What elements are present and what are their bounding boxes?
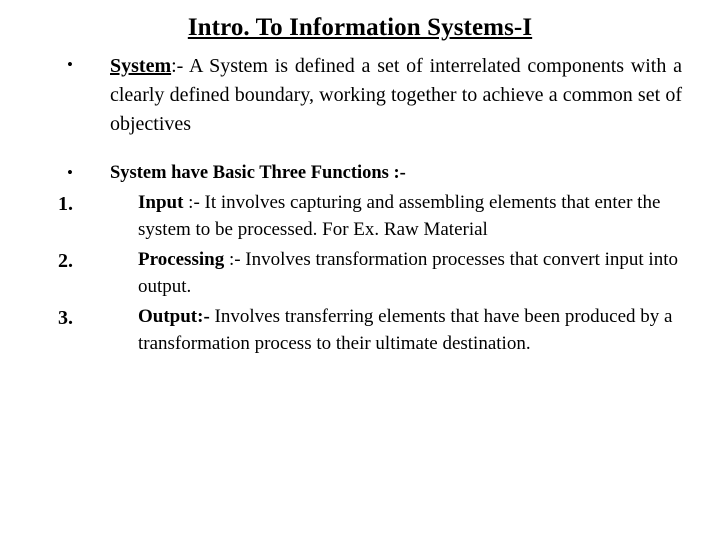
slide-body bbox=[30, 52, 690, 358]
list-item-body: :- It involves capturing and assembling elements that enter the system to be processed. For Ex. Raw Material bbox=[138, 191, 661, 240]
list-item bbox=[30, 52, 690, 138]
list-item-text bbox=[138, 190, 690, 244]
list-item-body: Involves transferring elements that have been produced by a transformation process to their ultimate destination. bbox=[138, 305, 673, 354]
section-spacer bbox=[30, 138, 690, 160]
list-item bbox=[30, 304, 690, 358]
list-number-marker: 1. bbox=[58, 192, 73, 215]
list-item-lead: System bbox=[110, 55, 172, 77]
list-number-marker: 2. bbox=[58, 249, 73, 272]
list-item bbox=[30, 160, 690, 186]
list-item bbox=[30, 190, 690, 244]
list-bullet-marker: • bbox=[67, 163, 73, 183]
list-item-lead: Output:- bbox=[138, 305, 210, 327]
list-item-text bbox=[138, 304, 690, 358]
list-item-text bbox=[110, 52, 690, 138]
list-item-text bbox=[110, 160, 690, 186]
list-bullet-marker: • bbox=[67, 55, 73, 74]
list-item-body: :- Involves transformation processes that convert input into output. bbox=[138, 248, 678, 297]
list-item-lead: Input bbox=[138, 191, 184, 213]
list-item bbox=[30, 247, 690, 301]
list-item-body: :- A System is defined a set of interrelated components with a clearly defined boundary, working together to achieve a common set of objectives bbox=[110, 55, 682, 135]
list-item-lead: Processing bbox=[138, 248, 225, 270]
list-item-lead: System have Basic Three Functions :- bbox=[110, 163, 406, 184]
list-number-marker: 3. bbox=[58, 306, 73, 329]
list-item-text bbox=[138, 247, 690, 301]
slide-title: Intro. To Information Systems-I bbox=[187, 14, 533, 41]
